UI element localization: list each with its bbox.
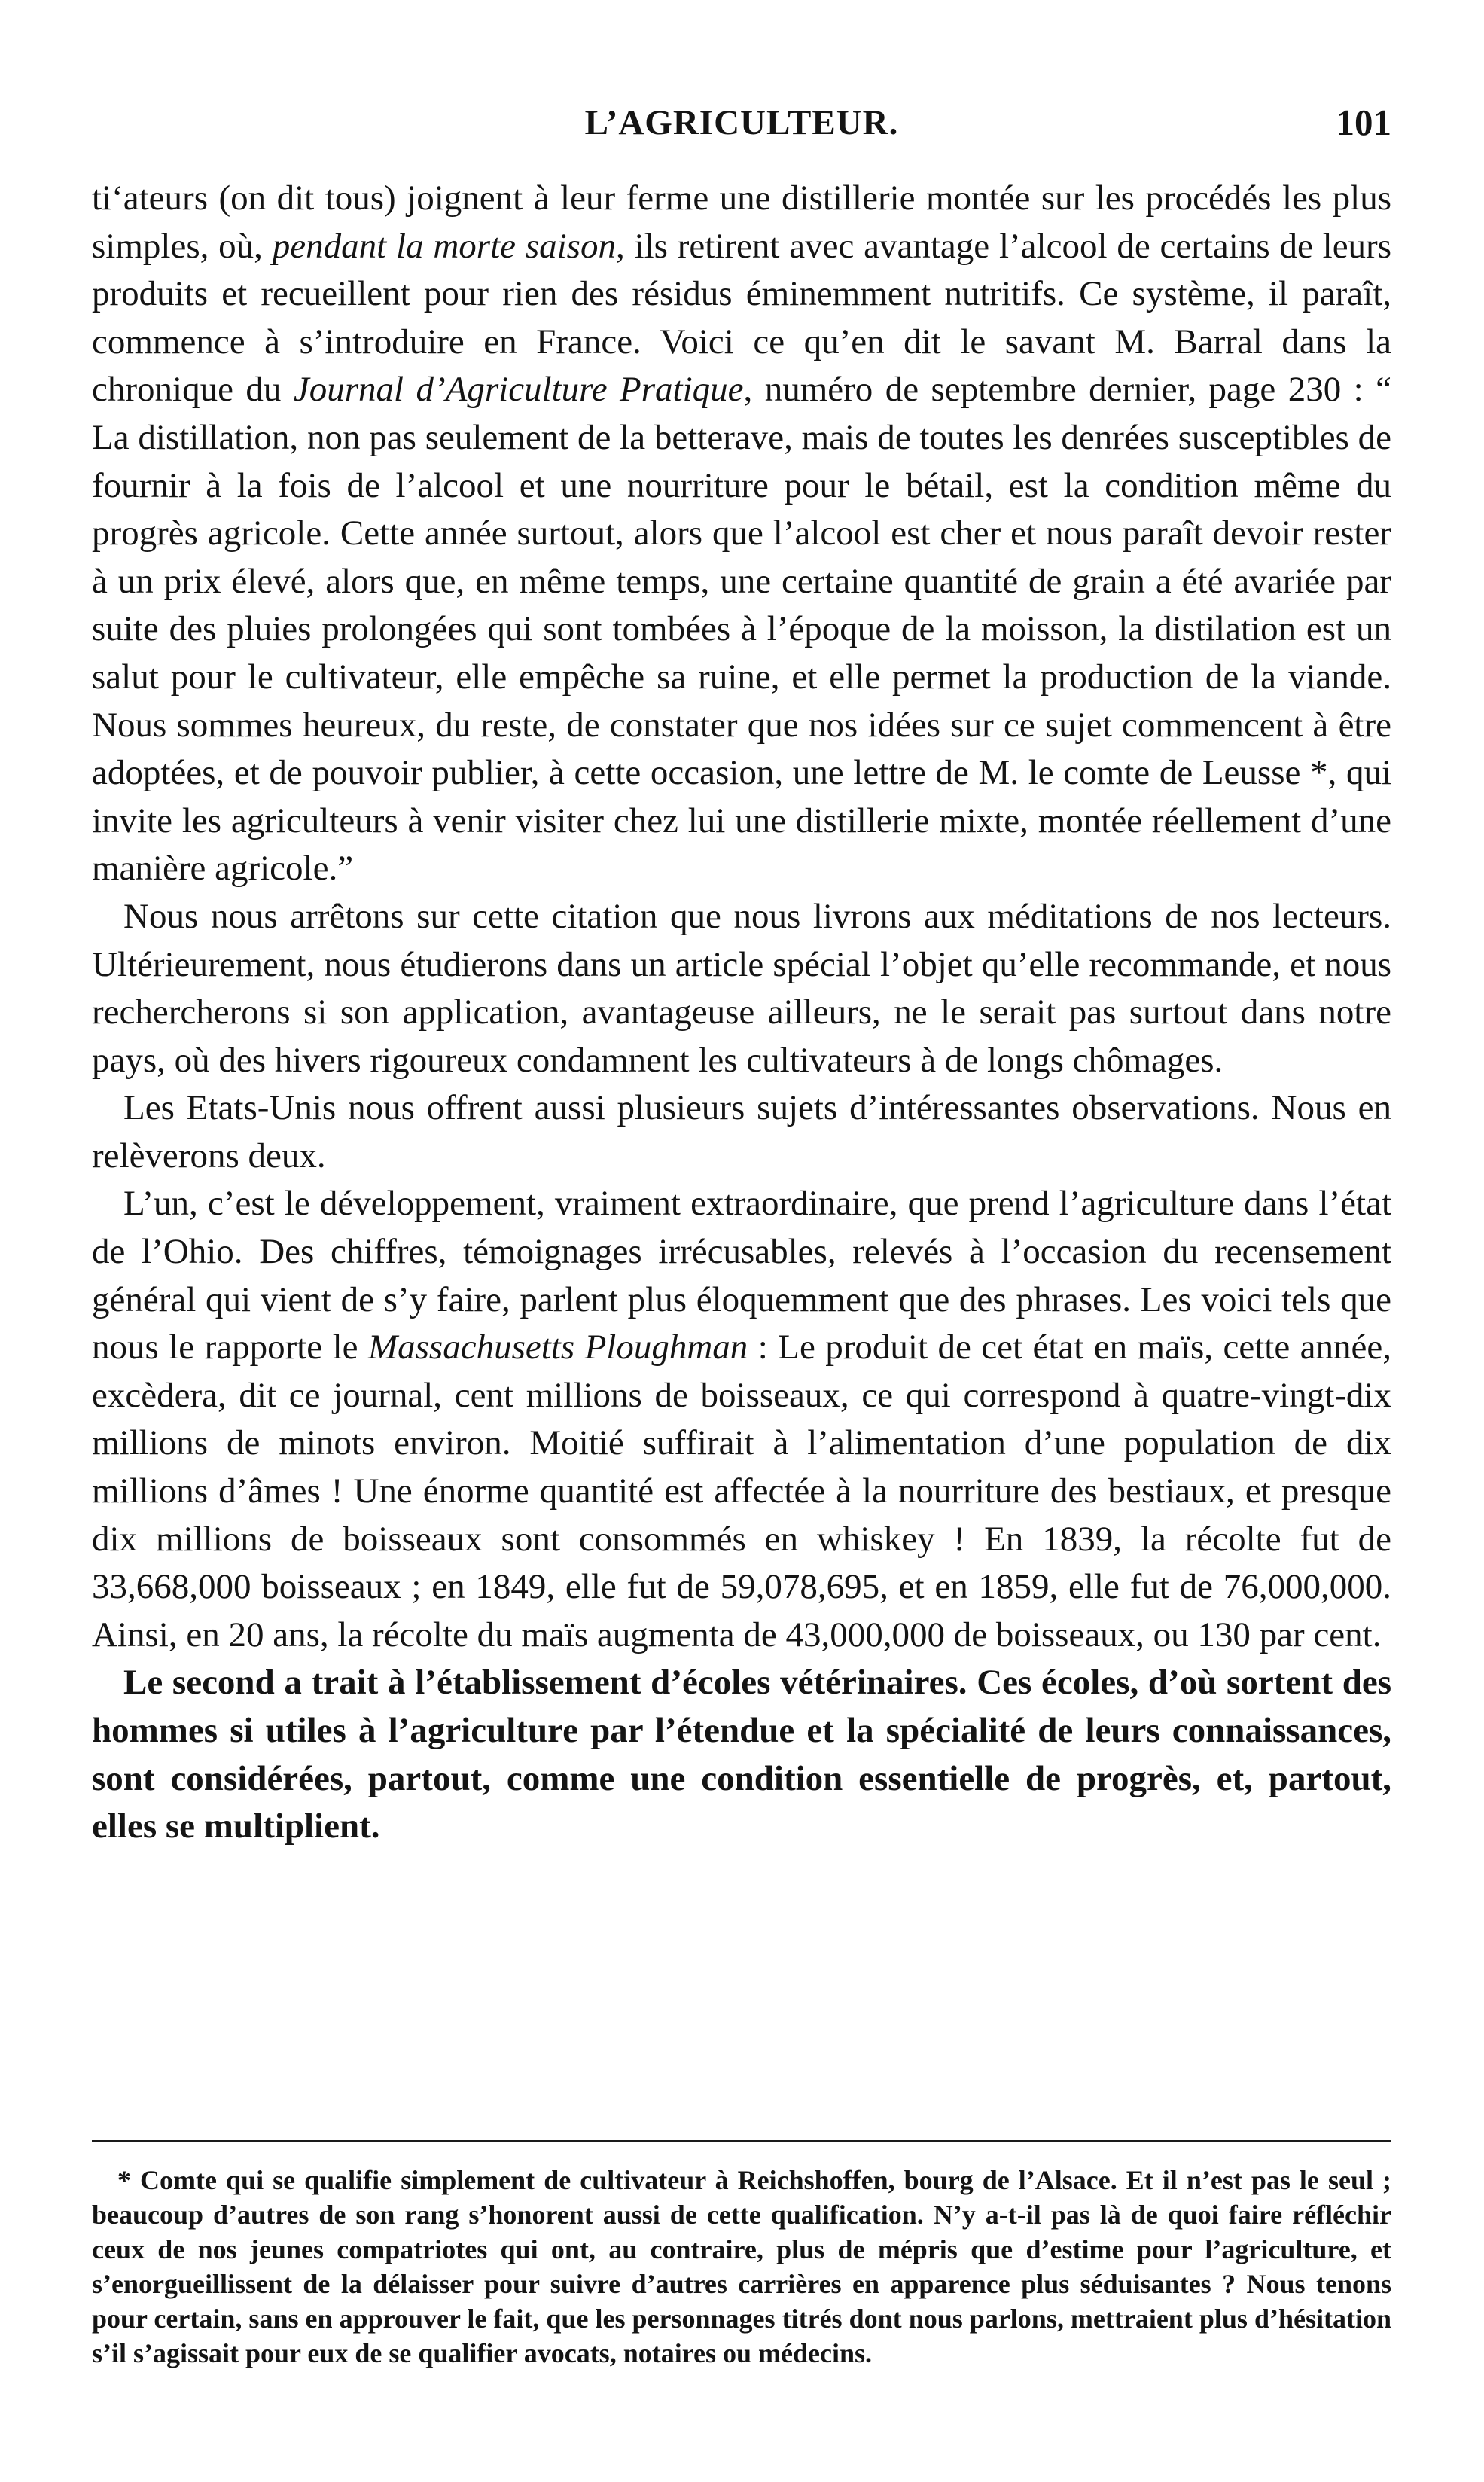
running-head <box>92 96 1391 149</box>
paragraph-text: , numéro de septembre dernier, page 230 : “ La distillation, non pas seulement de la betterave, mais de toutes les denrées susceptibles de fournir à la fois de l’alcool et une nourriture pour le bétail, est la condition même du progrès agricole. Cette année surtout, alors que l’alcool est cher et nous paraît devoir rester à un prix élevé, alors que, en même temps, une certaine quantité de grain a été avariée par suite des pluies prolongées qui sont tombées à l’époque de la moisson, la distilation est un salut pour le cultivateur, elle empêche sa ruine, et elle permet la production de la viande. Nous sommes heureux, du reste, de constater que nos idées sur ce sujet commencent à être adoptées, et de pouvoir publier, à cette occasion, une lettre de M. le comte de Leusse *, qui invite les agriculteurs à venir visiter chez lui une distillerie mixte, montée réellement d’une manière agricole.” <box>92 370 1392 889</box>
paragraph-text: ti‘ateurs (on dit tous) joignent à leur ferme une distillerie montée sur les procédés les plus simples, où, <box>92 178 1391 266</box>
footnote-divider <box>92 2140 1391 2142</box>
paragraph-distillation <box>92 175 1391 893</box>
running-title: L’AGRICULTEUR. <box>584 103 899 142</box>
italic-phrase: pendant la morte saison <box>272 226 616 266</box>
paragraph-ecoles: Le second a trait à l’établissement d’écoles vétérinaires. Ces écoles, d’où sortent des hommes si utiles à l’agriculture par l’étendue et la spécialité de leurs connaissances, sont considérées, partout, comme une condition essentielle de progrès, et, partout, elles se multiplient. <box>92 1663 1391 1846</box>
paragraph-ohio <box>92 1180 1391 1659</box>
footnote: * Comte qui se qualifie simplement de cultivateur à Reichshoffen, bourg de l’Alsace. Et il n’est pas le seul ; beaucoup d’autres de son rang s’honorent aussi de cette qualification. N’y a-t-il pas là de quoi faire réfléchir ceux de nos jeunes compatriotes qui ont, au contraire, plus de mépris que d’estime pour l’agriculture, et s’enorgueillissent de la délaisser pour suivre d’autres carrières en apparence plus séduisantes ? Nous tenons pour certain, sans en approuver le fait, que les personnages titrés dont nous parlons, mettraient plus d’hésitation s’il s’agissait pour eux de se qualifier avocats, notaires ou médecins. <box>92 2165 1391 2368</box>
paragraph-citation: Nous nous arrêtons sur cette citation que nous livrons aux méditations de nos lecteurs. Ultérieurement, nous étudierons dans un article spécial l’objet qu’elle recommande, et nous rechercherons si son application, avantageuse ailleurs, ne le serait pas surtout dans notre pays, où des hivers rigoureux condamnent les cultivateurs à de longs chômages. <box>92 896 1391 1080</box>
journal-title: Journal d’Agriculture Pratique <box>293 370 744 410</box>
paragraph-text: , ils retirent avec avantage l’alcool de certains de leurs produits et recueillent pour rien des résidus éminemment nutritifs. Ce système, il paraît, commence à s’introduire en France. Voici ce qu’en dit le savant M. Barral dans la chronique du <box>92 226 1391 410</box>
page-number: 101 <box>1336 102 1391 143</box>
journal-title: Massachusetts Ploughman <box>367 1328 748 1368</box>
paragraph-text: : Le produit de cet état en maïs, cette année, excèdera, dit ce journal, cent millions de boisseaux, ce qui correspond à quatre-vingt-dix millions de minots environ. Moitié suffirait à l’alimentation d’une population de dix millions d’âmes ! Une énorme quantité est affectée à la nourriture des bestiaux, et presque dix millions de boisseaux sont consommés en whiskey ! En 1839, la récolte fut de 33,668,000 boisseaux ; en 1849, elle fut de 59,078,695, et en 1859, elle fut de 76,000,000. Ainsi, en 20 ans, la récolte du maïs augmenta de 43,000,000 de boisseaux, ou 130 par cent. <box>92 1328 1391 1654</box>
paragraph-text: L’un, c’est le développement, vraiment extraordinaire, que prend l’agriculture dans l’état de l’Ohio. Des chiffres, témoignages irrécusables, relevés à l’occasion du recensement général qui vient de s’y faire, parlent plus éloquemment que des phrases. Les voici tels que nous le rapporte le <box>92 1184 1391 1368</box>
body-text <box>92 175 1391 1851</box>
paragraph-etats-unis: Les Etats-Unis nous offrent aussi plusieurs sujets d’intéressantes observations. Nous en relèverons deux. <box>92 1088 1391 1175</box>
